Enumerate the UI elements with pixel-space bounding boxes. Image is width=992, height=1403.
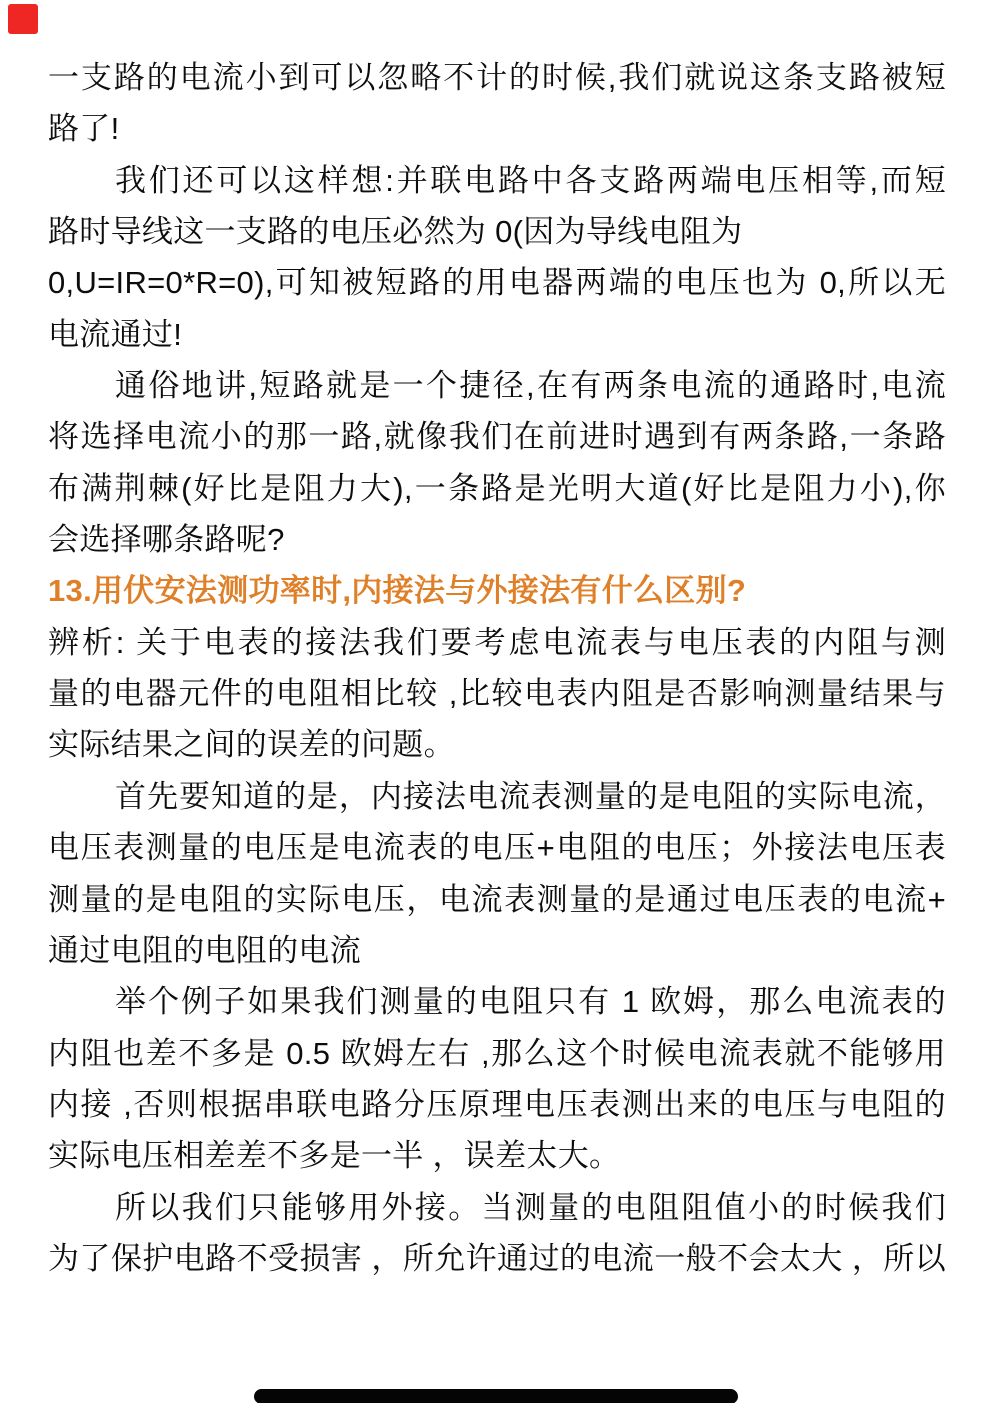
footer-bar <box>254 1389 738 1403</box>
text-line: 通过电阻的电阻的电流 <box>48 932 361 968</box>
text-line: 路时导线这一支路的电压必然为 0(因为导线电阻为 <box>48 214 743 250</box>
section-heading: 13.用伏安法测功率时,内接法与外接法有什么区别? <box>48 573 747 609</box>
text-line: 我们还可以这样想:并联电路中各支路两端电压相等,而短 <box>115 162 946 198</box>
text-line: 所以我们只能够用外接。当测量的电阻阻值小的时候我们 <box>115 1189 946 1225</box>
text-line: 路了! <box>48 111 120 147</box>
text-line: 实际结果之间的误差的问题。 <box>48 727 455 763</box>
document-body <box>48 52 946 1284</box>
text-line: 测量的是电阻的实际电压，电流表测量的是通过电压表的电流+ <box>48 881 946 917</box>
text-line: 首先要知道的是，内接法电流表测量的是电阻的实际电流， <box>115 778 946 814</box>
text-line: 将选择电流小的那一路,就像我们在前进时遇到有两条路,一条路 <box>48 419 946 455</box>
text-line: 实际电压相差差不多是一半 ，误差太大。 <box>48 1138 621 1174</box>
text-line: 举个例子如果我们测量的电阻只有 1 欧姆，那么电流表的 <box>115 984 946 1020</box>
text-line: 内阻也差不多是 0.5 欧姆左右 ,那么这个时候电流表就不能够用 <box>48 1035 946 1071</box>
text-line: 一支路的电流小到可以忽略不计的时候,我们就说这条支路被短 <box>48 60 946 95</box>
text-line: 为了保护电路不受损害 ，所允许通过的电流一般不会太大 ，所以 <box>48 1240 946 1276</box>
text-line: 内接 ,否则根据串联电路分压原理电压表测出来的电压与电阻的 <box>48 1086 946 1122</box>
text-line: 会选择哪条路呢? <box>48 522 285 558</box>
text-line: 布满荆棘(好比是阻力大),一条路是光明大道(好比是阻力小),你 <box>48 470 946 506</box>
red-square-decoration <box>8 4 38 34</box>
text-line: 0,U=IR=0*R=0),可知被短路的用电器两端的电压也为 0,所以无 <box>48 265 946 301</box>
text-line: 电压表测量的电压是电流表的电压+电阻的电压；外接法电压表 <box>48 830 946 866</box>
text-line: 辨析: 关于电表的接法我们要考虑电流表与电压表的内阻与测 <box>48 624 946 660</box>
text-line: 通俗地讲,短路就是一个捷径,在有两条电流的通路时,电流 <box>115 368 946 404</box>
text-line: 量的电器元件的电阻相比较 ,比较电表内阻是否影响测量结果与 <box>48 676 946 712</box>
text-line: 电流通过! <box>48 316 183 352</box>
